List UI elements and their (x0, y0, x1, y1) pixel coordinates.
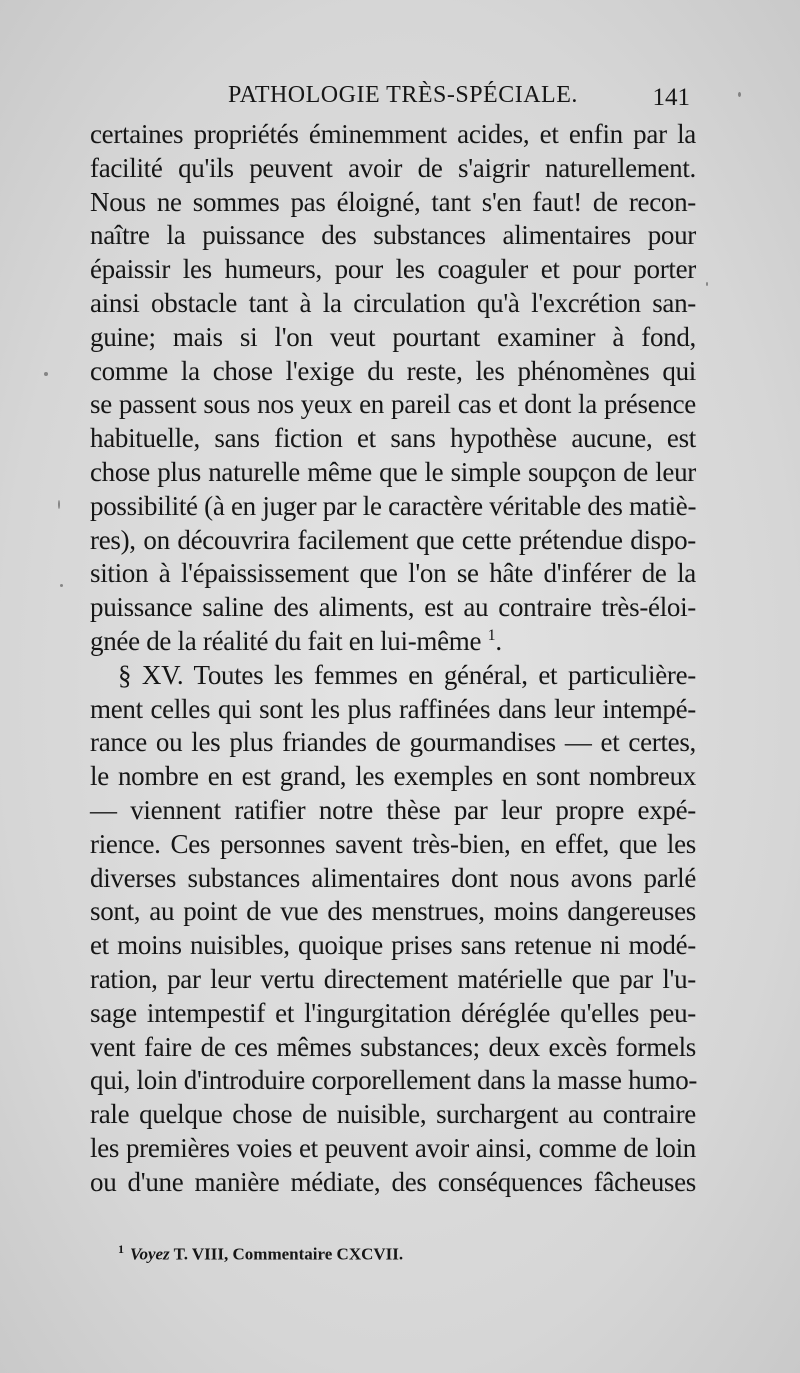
text-line: se passent sous nos yeux en pareil cas et dont la présence (90, 389, 696, 420)
text-line: rance ou les plus friandes de gourmandises — et certes, (90, 727, 696, 758)
text-line: naître la puissance des substances alimentaires pour (90, 220, 696, 251)
text-line: ainsi obstacle tant à la circulation qu'à l'excrétion san- (90, 287, 696, 318)
text-line: ment celles qui sont les plus raffinées dans leur intempé- (90, 693, 696, 724)
text-line: habituelle, sans fiction et sans hypothèse aucune, est (90, 423, 696, 454)
text-line: rience. Ces personnes savent très-bien, en effet, que les (90, 828, 696, 859)
paper-speck (44, 372, 48, 376)
paper-speck (58, 500, 60, 509)
text-line: sage intempestif et l'ingurgitation déréglée qu'elles peu- (90, 997, 696, 1028)
body-text (90, 118, 696, 1200)
text-line: le nombre en est grand, les exemples en sont nombreux (90, 761, 696, 792)
text-line: ou d'une manière médiate, des conséquences fâcheuses (90, 1166, 696, 1197)
paper-speck (738, 92, 741, 97)
footnote-reference: 1 (487, 626, 496, 644)
footnote-ref-period: . (495, 625, 502, 656)
text-line: et moins nuisibles, quoique prises sans retenue ni modé- (90, 930, 696, 961)
text-line-with-footnote-ref (90, 625, 696, 659)
footnote-italic-word: Voyez (130, 1244, 170, 1264)
text-line: qui, loin d'introduire corporellement dans la masse humo- (90, 1065, 698, 1096)
text-line: Nous ne sommes pas éloigné, tant s'en faut! de recon- (90, 186, 696, 217)
text-line-content: gnée de la réalité du fait en lui-même (90, 625, 482, 656)
text-line: diverses substances alimentaires dont nous avons parlé (90, 862, 696, 893)
paragraph-start-line: § XV. Toutes les femmes en général, et particulière- (118, 659, 696, 690)
text-line: vent faire de ces mêmes substances; deux excès formels (90, 1031, 696, 1062)
text-line: guine; mais si l'on veut pourtant examiner à fond, (90, 321, 696, 352)
footnote (118, 1242, 403, 1265)
running-head (90, 82, 690, 122)
text-line: — viennent ratifier notre thèse par leur propre expé- (90, 794, 696, 825)
text-line: comme la chose l'exige du reste, les phénomènes qui (90, 355, 696, 386)
text-line: les premières voies et peuvent avoir ainsi, comme de loin (90, 1132, 696, 1163)
paper-speck (60, 584, 63, 587)
text-line: sont, au point de vue des menstrues, moins dangereuses (90, 896, 696, 927)
page-number: 141 (652, 84, 690, 111)
text-line: facilité qu'ils peuvent avoir de s'aigrir naturellement. (90, 152, 696, 183)
text-line: puissance saline des aliments, est au contraire très-éloi- (90, 592, 696, 623)
text-line: chose plus naturelle même que le simple soupçon de leur (90, 456, 696, 487)
footnote-text: T. VIII, Commentaire CXCVII. (173, 1244, 404, 1264)
text-line: rale quelque chose de nuisible, surchargent au contraire (90, 1099, 696, 1130)
text-line: certaines propriétés éminemment acides, et enfin par la (90, 119, 696, 149)
text-line: res), on découvrira facilement que cette prétendue dispo- (90, 524, 696, 555)
footnote-mark: 1 (118, 1242, 124, 1256)
running-title: PATHOLOGIE TRÈS-SPÉCIALE. (228, 82, 578, 108)
paper-speck (706, 282, 708, 286)
text-line: sition à l'épaississement que l'on se hâte d'inférer de la (90, 558, 696, 589)
text-line: ration, par leur vertu directement matérielle que par l'u- (90, 963, 696, 994)
text-line: épaissir les humeurs, pour les coaguler et pour porter (90, 254, 696, 285)
text-line: possibilité (à en juger par le caractère véritable des matiè- (90, 490, 697, 521)
